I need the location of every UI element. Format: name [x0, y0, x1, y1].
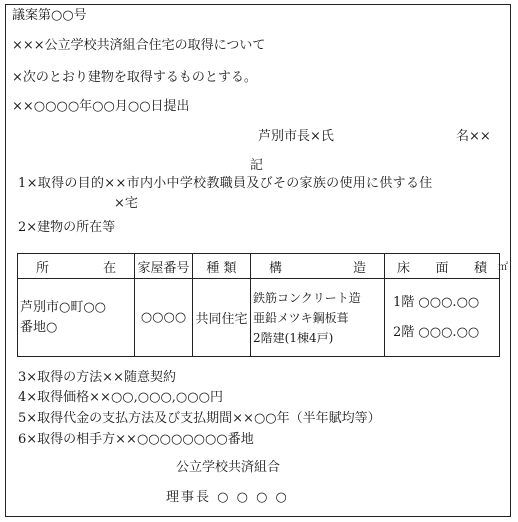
association-name: 公立学校共済組合 [176, 460, 281, 475]
item-6: 6×取得の相手方××○○○○○○○○番地 [18, 432, 254, 447]
cell-structure: 鉄筋コンクリート造 亜鉛メツキ鋼板葺 2階建(1棟4戸) [251, 279, 385, 357]
bill-subject: ×××公立学校共済組合住宅の取得について [12, 38, 266, 53]
item-3: 3×取得の方法××随意契約 [18, 370, 176, 385]
resolution-text: ×次のとおり建物を取得するものとする。 [12, 70, 257, 85]
item-1-line-1: 1×取得の目的××市内小中学校教職員及びその家族の使用に供する住 [18, 176, 433, 191]
item-1-line-2: ×宅 [114, 196, 138, 211]
header-type: 種 類 [193, 254, 251, 279]
cell-floor-area: 1階 ○○○.○○ 2階 ○○○.○○ [385, 279, 500, 357]
header-floor-area: 床 面 積 [385, 254, 500, 279]
header-house-number: 家屋番号 [135, 254, 193, 279]
submission-date: ××○○○○年○○月○○日提出 [12, 99, 190, 114]
record-title: 記 [250, 158, 264, 173]
bill-number: 議案第○○号 [12, 8, 87, 23]
submitter: 芦別市長×氏 [258, 129, 334, 144]
area-unit: ㎡ [498, 262, 508, 273]
header-structure: 構 造 [251, 254, 385, 279]
cell-location: 芦別市○町○○ 番地○ [18, 279, 135, 357]
director-signature: 理事長 ○ ○ ○ ○ [166, 490, 289, 505]
item-4: 4×取得価格××○○,○○○,○○○円 [18, 390, 223, 405]
cell-type: 共同住宅 [193, 279, 251, 357]
property-table [17, 253, 500, 357]
table-header-row [18, 254, 500, 279]
item-2: 2×建物の所在等 [18, 220, 116, 235]
header-location: 所 在 [18, 254, 135, 279]
table-row [18, 279, 500, 357]
item-5: 5×取得代金の支払方法及び支払期間××○○年（半年賦均等） [18, 411, 381, 426]
cell-house-number: ○○○○ [135, 279, 193, 357]
submitter-name: 名×× [456, 129, 491, 144]
